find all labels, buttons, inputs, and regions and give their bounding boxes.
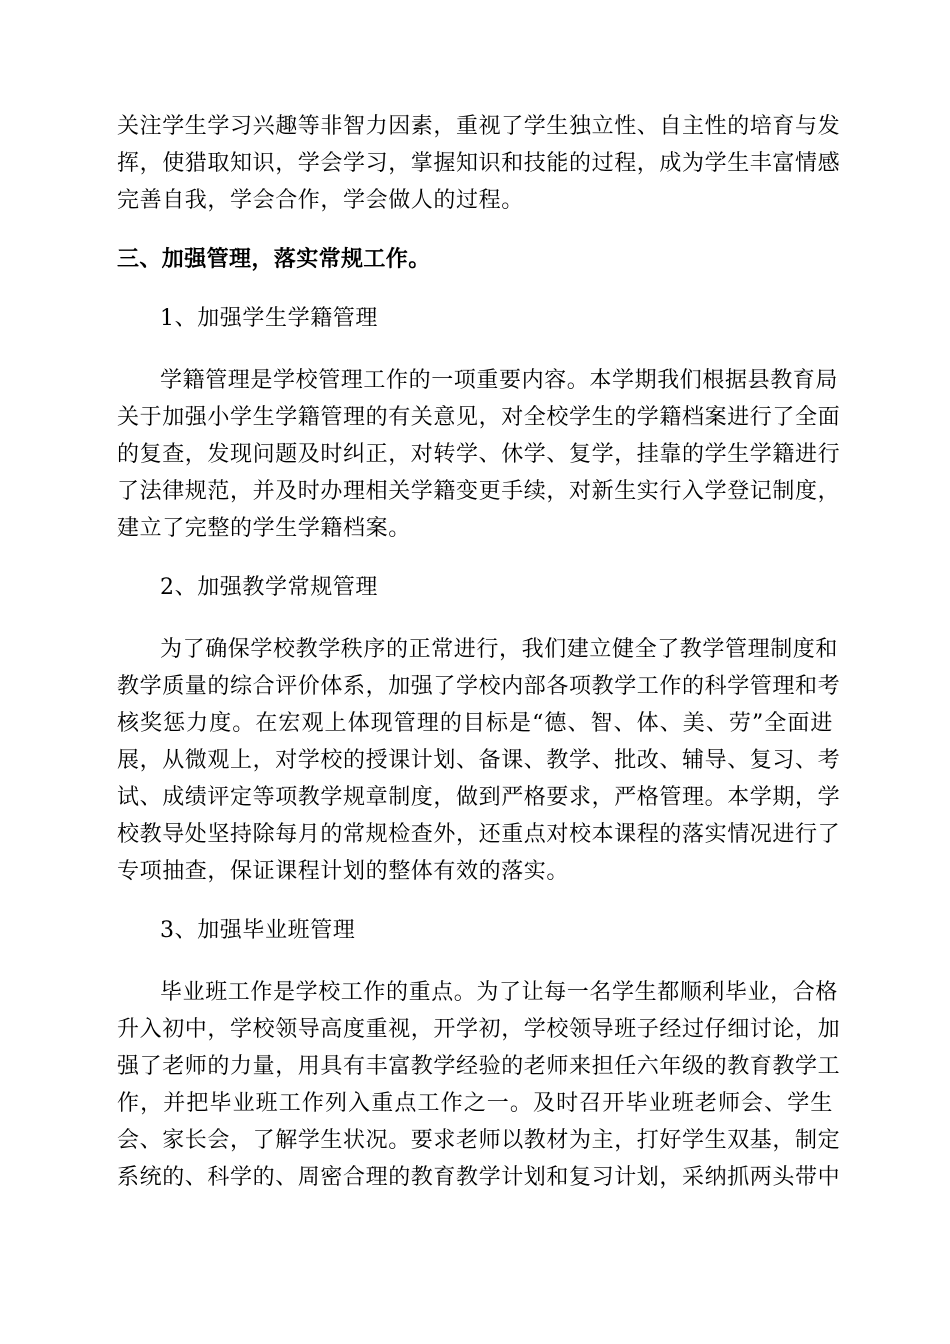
text-line: 展，从微观上，对学校的授课计划、备课、教学、批改、辅导、复习、考 bbox=[117, 748, 841, 773]
intro-paragraph bbox=[117, 108, 841, 219]
subsection-title: 1、加强学生学籍管理 bbox=[160, 306, 378, 331]
text-line: 挥，使猎取知识，学会学习，掌握知识和技能的过程，成为学生丰富情感 bbox=[117, 151, 841, 176]
text-line: 关于加强小学生学籍管理的有关意见，对全校学生的学籍档案进行了全面 bbox=[117, 405, 841, 430]
document-page bbox=[117, 108, 841, 1196]
subsection-paragraph bbox=[117, 974, 841, 1196]
text-line: 完善自我，学会合作，学会做人的过程。 bbox=[117, 188, 524, 213]
subsection-paragraph bbox=[117, 631, 841, 890]
text-line: 关注学生学习兴趣等非智力因素，重视了学生独立性、自主性的培育与发 bbox=[117, 114, 841, 139]
text-line: 的复查，发现问题及时纠正，对转学、休学、复学，挂靠的学生学籍进行 bbox=[117, 442, 841, 467]
text-line: 试、成绩评定等项教学规章制度，做到严格要求，严格管理。本学期，学 bbox=[117, 785, 841, 810]
text-line: 校教导处坚持除每月的常规检查外，还重点对校本课程的落实情况进行了 bbox=[117, 822, 841, 847]
text-line: 为了确保学校教学秩序的正常进行，我们建立健全了教学管理制度和 bbox=[160, 637, 839, 662]
text-line: 教学质量的综合评价体系，加强了学校内部各项教学工作的科学管理和考 bbox=[117, 674, 841, 699]
text-line: 专项抽查，保证课程计划的整体有效的落实。 bbox=[117, 859, 570, 884]
subsection-title: 2、加强教学常规管理 bbox=[160, 575, 378, 600]
text-line: 作，并把毕业班工作列入重点工作之一。及时召开毕业班老师会、学生 bbox=[117, 1091, 833, 1116]
text-line: 了法律规范，并及时办理相关学籍变更手续，对新生实行入学登记制度， bbox=[117, 479, 841, 504]
text-line: 系统的、科学的、周密合理的教育教学计划和复习计划，采纳抓两头带中 bbox=[117, 1165, 841, 1190]
text-line: 毕业班工作是学校工作的重点。为了让每一名学生都顺利毕业，合格 bbox=[160, 980, 839, 1005]
subsection-title: 3、加强毕业班管理 bbox=[160, 918, 356, 943]
text-line: 会、家长会，了解学生状况。要求老师以教材为主，打好学生双基，制定 bbox=[117, 1128, 841, 1153]
section-heading: 三、加强管理，落实常规工作。 bbox=[117, 246, 431, 272]
text-line: 学籍管理是学校管理工作的一项重要内容。本学期我们根据县教育局 bbox=[160, 368, 839, 393]
text-line: 强了老师的力量，用具有丰富教学经验的老师来担任六年级的教育教学工 bbox=[117, 1054, 841, 1079]
text-line: 建立了完整的学生学籍档案。 bbox=[117, 516, 411, 541]
text-line: 核奖惩力度。在宏观上体现管理的目标是“德、智、体、美、劳”全面进 bbox=[117, 711, 833, 736]
subsection-paragraph bbox=[117, 362, 841, 547]
text-line: 升入初中，学校领导高度重视，开学初，学校领导班子经过仔细讨论，加 bbox=[117, 1017, 841, 1042]
